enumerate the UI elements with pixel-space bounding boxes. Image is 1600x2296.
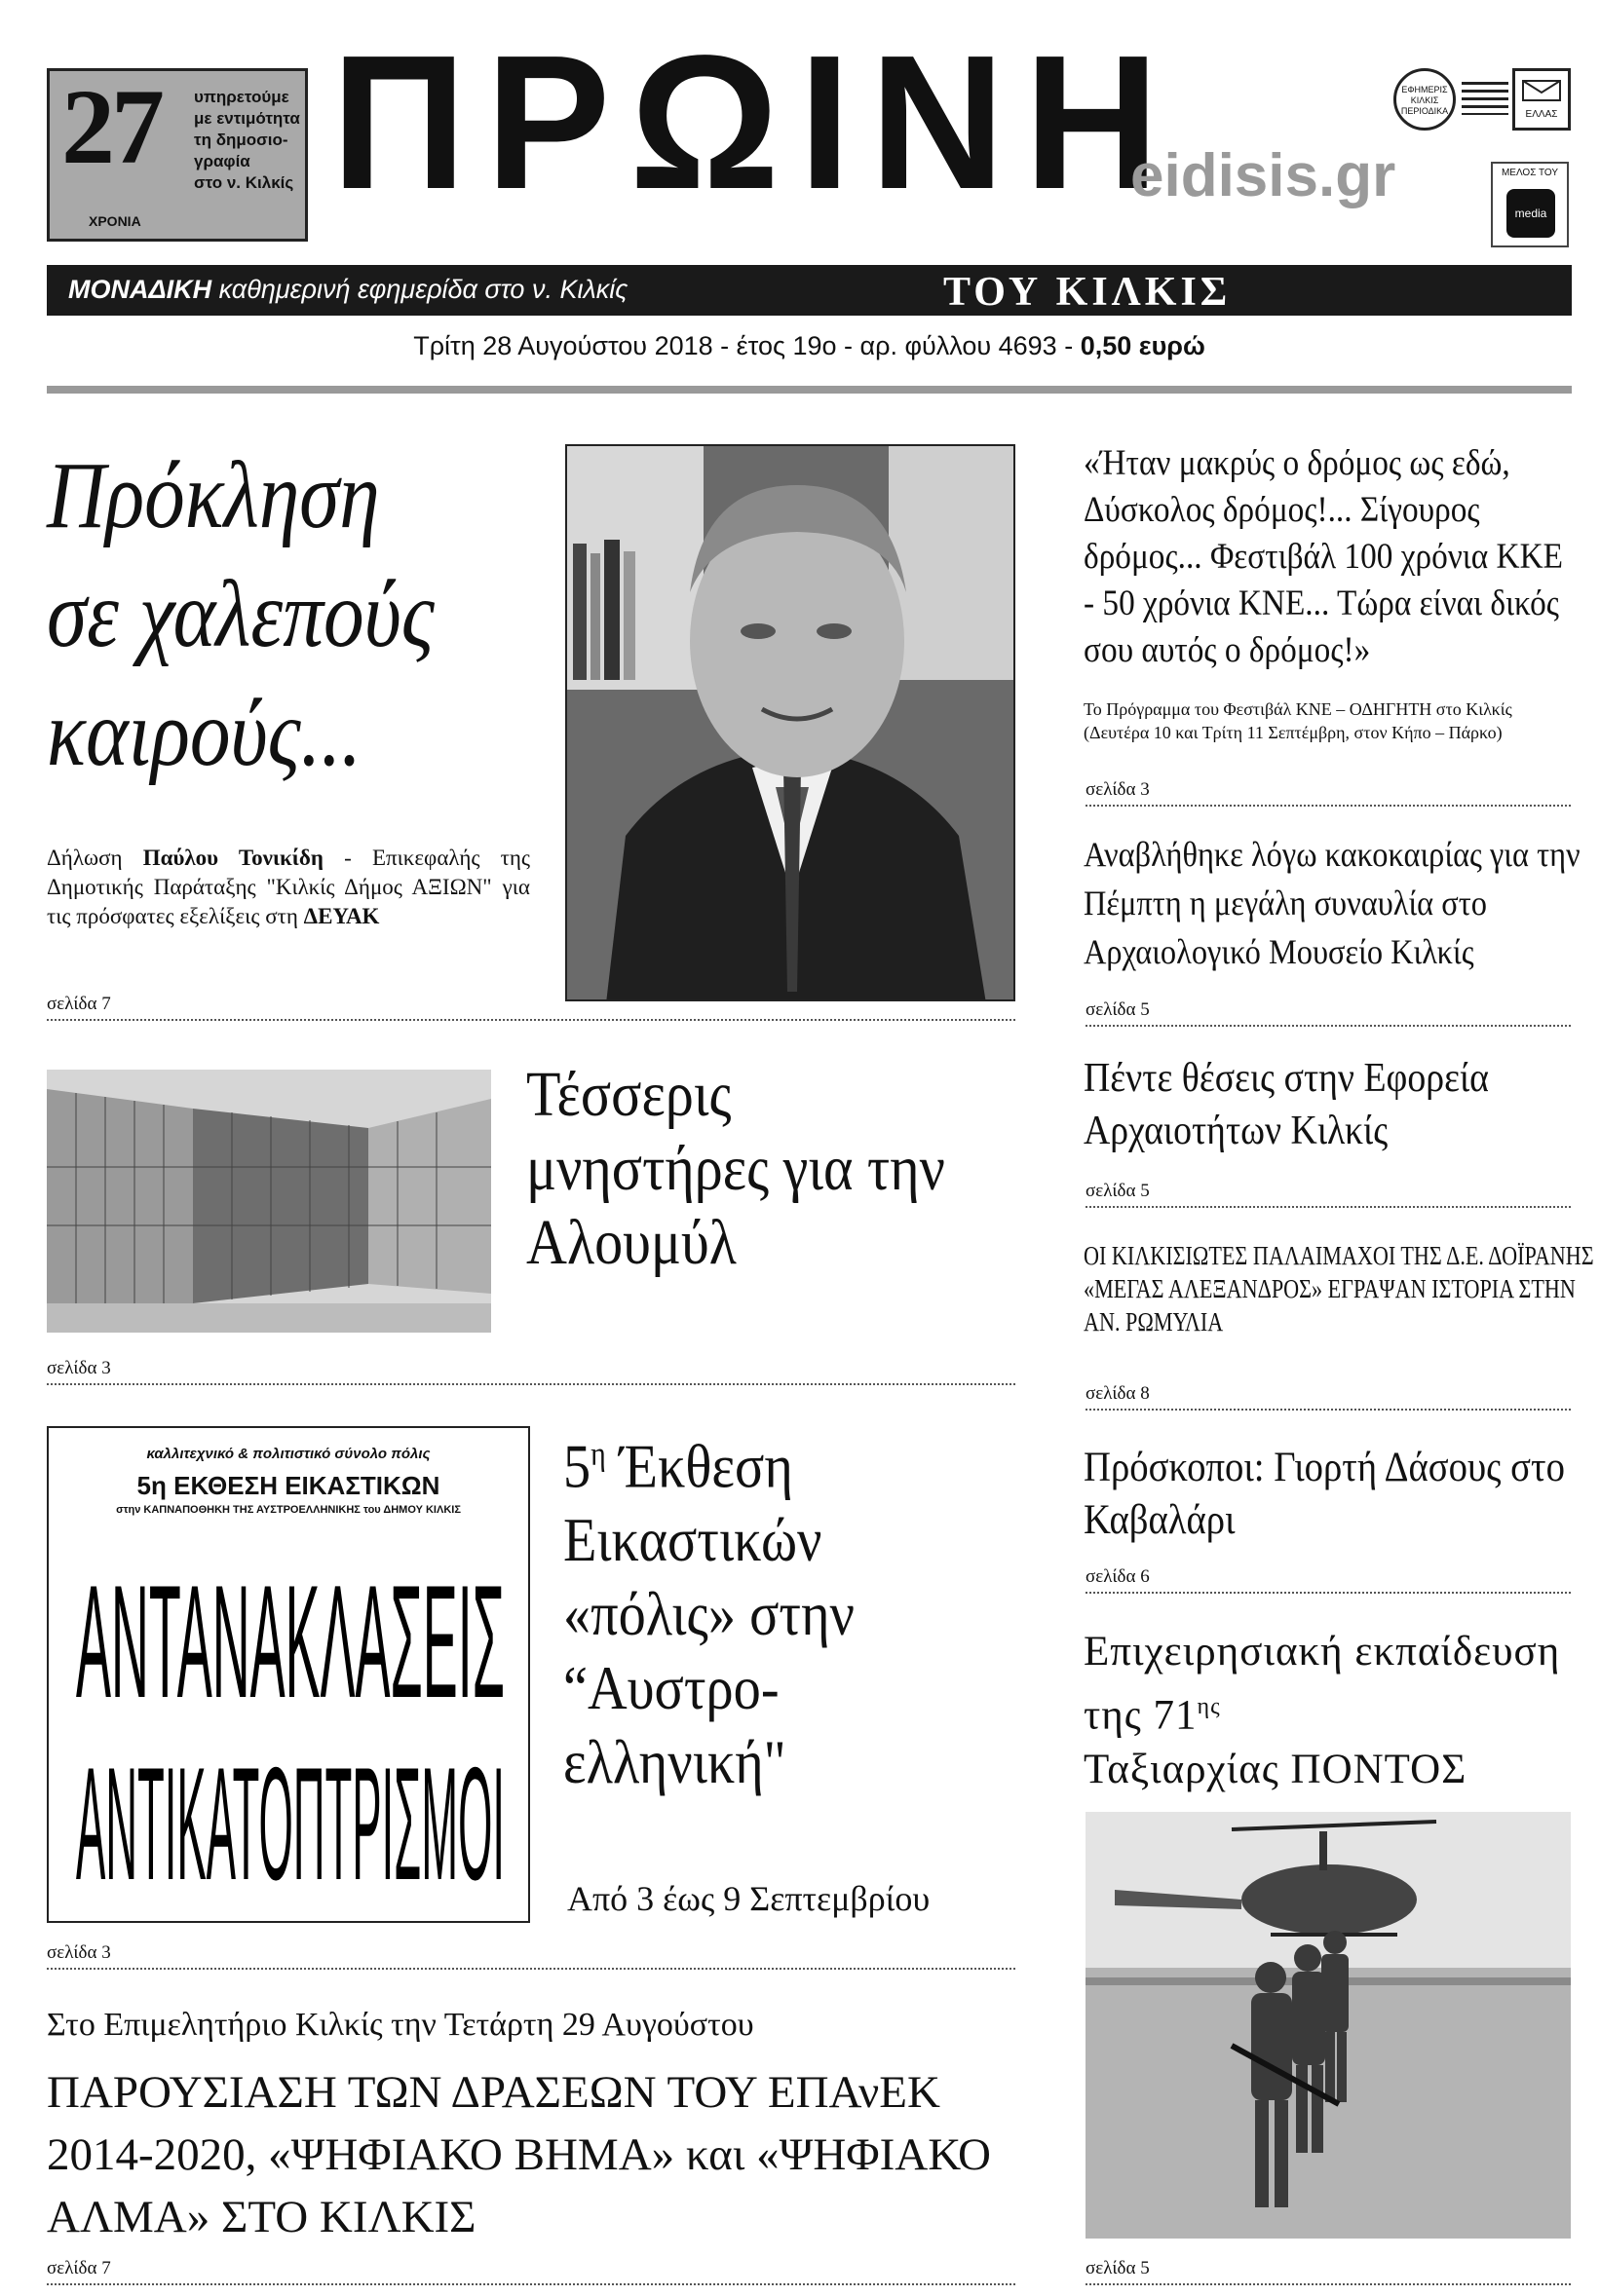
tagline-bar [47, 265, 1572, 316]
kne-quote-headline[interactable]: «Ήταν μακρύς ο δρόμος ως εδώ, Δύσκολος δρόμος!... Σίγουρος δρόμος... Φεστιβάλ 100 χρόνια ΚΚΕ - 50 χρόνια ΚΝΕ... Τώρα είναι δικός σου αυτός ο δρόμος!» [1084, 443, 1563, 670]
badge-line: υπηρετούμε [194, 88, 289, 106]
header-rule [47, 386, 1572, 394]
lead-headline-line: Πρόκληση [47, 443, 380, 548]
badge-years: ΧΡΟΝΙΑ [89, 213, 141, 229]
lead-headline[interactable] [47, 436, 494, 793]
tagline [68, 275, 628, 305]
divider [1086, 1592, 1571, 1594]
alumil-headline[interactable]: Τέσσερις μνηστήρες για την Αλουμύλ [526, 1059, 945, 1278]
page-reference[interactable]: σελίδα 3 [1086, 779, 1150, 800]
page-reference[interactable]: σελίδα 8 [1086, 1383, 1150, 1404]
lead-headline-line: σε χαλεπούς [47, 562, 435, 667]
newspaper-subtitle: ΤΟΥ ΚΙΛΚΙΣ [943, 270, 1232, 315]
page-reference[interactable]: σελίδα 5 [1086, 999, 1150, 1020]
badge-line: με εντιμότητα [194, 109, 300, 128]
post-label: ΕΛΛΑΣ [1525, 109, 1558, 120]
poster-word-2: ΑΝΤΙΚΑΤΟΠΤΡΙΣΜΟΙ [76, 1734, 506, 1914]
postmark-lines-icon [1462, 82, 1508, 115]
building-image [47, 1070, 491, 1333]
member-label: ΜΕΛΟΣ ΤΟΥ [1501, 168, 1559, 178]
building-photo [47, 1070, 491, 1333]
portrait-photo [565, 444, 1015, 1001]
poster-heading: 5η ΕΚΘΕΣΗ ΕΙΚΑΣΤΙΚΩΝ [136, 1471, 440, 1500]
lead-summary [47, 844, 530, 931]
poster-subheading: στην ΚΑΠΝΑΠΟΘΗΚΗ ΤΗΣ ΑΥΣΤΡΟΕΛΛΗΝΙΚΗΣ του ΔΗΜΟΥ ΚΙΛΚΙΣ [116, 1504, 461, 1516]
exhibition-headline[interactable] [563, 1418, 974, 1799]
divider [47, 1019, 1015, 1021]
lead-person-name: Παύλου Τονικίδη [142, 846, 324, 870]
page-reference[interactable]: σελίδα 5 [1086, 2258, 1150, 2278]
badge-text [194, 87, 309, 194]
exhibition-title-rest: Έκθεση Εικαστικών «πόλις» στην “Αυστρο-ελληνική" [563, 1431, 855, 1797]
divider [1086, 1206, 1571, 1208]
divider [1086, 1025, 1571, 1027]
post-logo-icon [1512, 68, 1571, 131]
scouts-headline[interactable]: Πρόσκοποι: Γιορτή Δάσους στο Καβαλάρι [1084, 1445, 1565, 1543]
badge-line: τη δημοσιο- [194, 131, 288, 149]
poster-organizer: καλλιτεχνικό & πολιτιστικό σύνολο πόλις [146, 1446, 431, 1462]
postal-stamp-icon: ΕΦΗΜΕΡΙΣ ΚΙΛΚΙΣ ΠΕΡΙΟΔΙΚΑ [1393, 68, 1456, 131]
page-reference[interactable]: σελίδα 3 [47, 1942, 111, 1963]
brigade-sup: ης [1197, 1694, 1221, 1719]
lead-summary-bold: ΔΕΥΑΚ [303, 904, 380, 928]
anniversary-badge [47, 68, 308, 242]
member-badge [1491, 162, 1569, 247]
price: 0,50 ευρώ [1080, 331, 1205, 360]
portrait-image [567, 446, 1015, 1001]
lead-summary-text: - Επικεφαλής της Δημοτικής Παράταξης "Κιλκίς Δήμος ΑΞΙΩΝ" για τις πρόσφατες εξελίξεις στη [47, 846, 530, 928]
dateline [47, 331, 1572, 361]
concert-headline[interactable]: Αναβλήθηκε λόγω κακοκαιρίας για την Πέμπτη η μεγάλη συναυλία στο Αρχαιολογικό Μουσείο Κιλκίς [1084, 835, 1581, 971]
page-reference[interactable]: σελίδα 7 [47, 994, 111, 1014]
divider [47, 2283, 1015, 2285]
divider [1086, 2283, 1571, 2285]
website-logo[interactable]: eidisis.gr [1130, 142, 1396, 209]
tagline-rest: καθημερινή εφημερίδα στο ν. Κιλκίς [211, 275, 629, 304]
envelope-icon [1515, 71, 1568, 106]
army-image [1086, 1812, 1571, 2239]
newspaper-title: ΠΡΩΙΝΗ [331, 16, 1179, 229]
page-reference[interactable]: σελίδα 5 [1086, 1181, 1150, 1201]
divider [47, 1383, 1015, 1385]
poster-artwork [49, 1525, 530, 1915]
tagline-bold: ΜΟΝΑΔΙΚΗ [68, 275, 212, 304]
exhibition-sup: η [590, 1437, 606, 1473]
badge-number: 27 [61, 67, 161, 186]
lead-summary-text: Δήλωση [47, 846, 143, 870]
brigade-title-end: Ταξιαρχίας ΠΟΝΤΟΣ [1084, 1747, 1467, 1793]
brigade-title-start: Επιχειρησιακή εκπαίδευση της 71 [1084, 1629, 1561, 1739]
army-photo [1086, 1812, 1571, 2239]
divider [47, 1968, 1015, 1970]
page-reference[interactable]: σελίδα 7 [47, 2258, 111, 2278]
exhibition-dates: Από 3 έως 9 Σεπτεμβρίου [567, 1879, 931, 1918]
exhibition-num: 5 [563, 1431, 591, 1501]
kne-note: Το Πρόγραμμα του Φεστιβάλ ΚΝΕ – ΟΔΗΓΗΤΗ στο Κιλκίς (Δευτέρα 10 και Τρίτη 11 Σεπτέμβρη, στον Κήπο – Πάρκο) [1084, 699, 1512, 742]
divider [1086, 805, 1571, 807]
exhibition-poster [47, 1426, 530, 1923]
lead-headline-line: καιρούς... [47, 681, 362, 786]
badge-line: γραφία [194, 152, 250, 170]
brigade-headline[interactable] [1084, 1625, 1571, 1797]
badge-line: στο ν. Κιλκίς [194, 173, 294, 192]
veterans-headline[interactable]: ΟΙ ΚΙΛΚΙΣΙΩΤΕΣ ΠΑΛΑΙΜΑΧΟΙ ΤΗΣ Δ.Ε. ΔΟΪΡΑΝΗΣ «ΜΕΓΑΣ ΑΛΕΞΑΝΔΡΟΣ» ΕΓΡΑΨΑΝ ΙΣΤΟΡΙΑ ΣΤΗΝ ΑΝ. ΡΩΜΥΛΙΑ [1084, 1241, 1594, 1336]
chamber-headline[interactable]: ΠΑΡΟΥΣΙΑΣΗ ΤΩΝ ΔΡΑΣΕΩΝ ΤΟΥ ΕΠΑνΕΚ 2014-2020, «ΨΗΦΙΑΚΟ ΒΗΜΑ» και «ΨΗΦΙΑΚΟ ΑΛΜΑ» ΣΤΟ ΚΙΛΚΙΣ [47, 2067, 991, 2242]
page-reference[interactable]: σελίδα 6 [1086, 1566, 1150, 1587]
dateline-text: Τρίτη 28 Αυγούστου 2018 - έτος 19ο - αρ. φύλλου 4693 - [413, 331, 1081, 360]
chamber-kicker: Στο Επιμελητήριο Κιλκίς την Τετάρτη 29 Αυγούστου [47, 2007, 754, 2043]
page-reference[interactable]: σελίδα 3 [47, 1358, 111, 1378]
media-logo-icon: media [1506, 189, 1555, 238]
ephoria-headline[interactable]: Πέντε θέσεις στην Εφορεία Αρχαιοτήτων Κιλκίς [1084, 1056, 1489, 1153]
divider [1086, 1409, 1571, 1411]
poster-word-1: ΑΝΤΑΝΑΚΛΑΣΕΙΣ [76, 1552, 506, 1732]
